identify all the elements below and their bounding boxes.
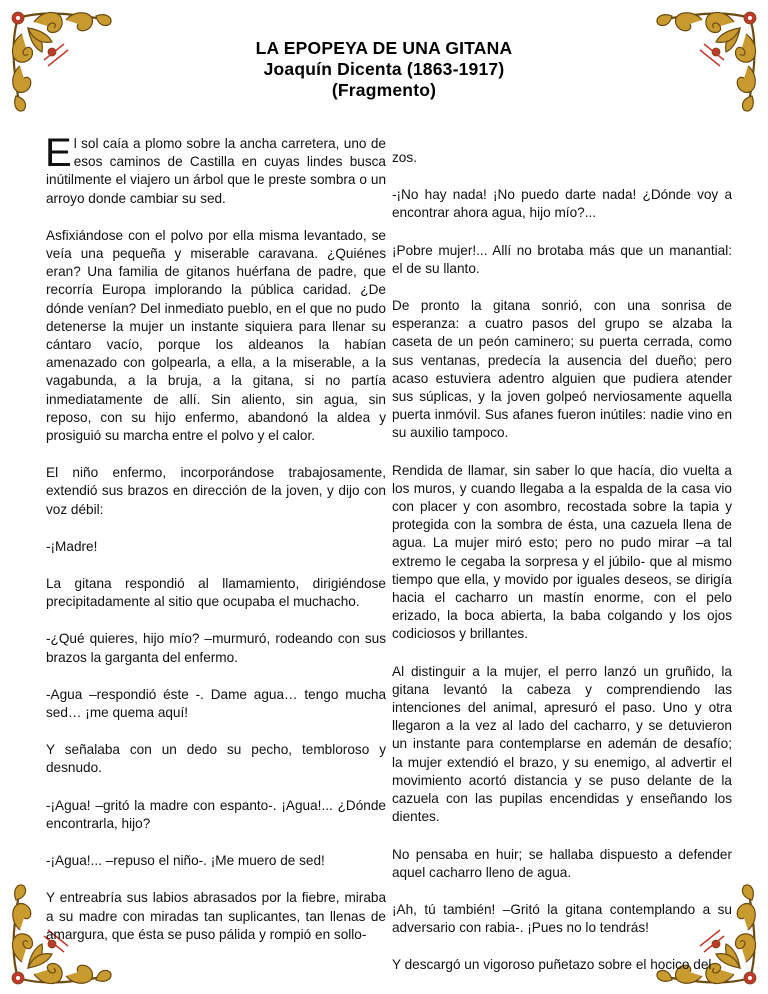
text-column-right [392,135,732,994]
paragraph: zos. [392,150,417,165]
document-title: LA EPOPEYA DE UNA GITANA [255,38,513,58]
paragraph: -¡No hay nada! ¡No puedo darte nada! ¿Dónde voy a encontrar ahora agua, hijo mío?... [392,187,732,221]
paragraph: -¡Madre! [46,538,98,554]
document-header [0,38,768,101]
paragraph: ¡Ah, tú también! –Gritó la gitana contemplando a su adversario con rabia-. ¡Pues no lo tendrás! [392,901,732,936]
paragraph: ¡Pobre mujer!... Allí no brotaba más que un manantial: el de su llanto. [392,242,732,276]
paragraph: -¡Agua!... –repuso el niño-. ¡Me muero de sed! [46,853,325,869]
drop-cap: E [45,131,72,175]
text-column-left [45,131,386,963]
paragraph: Y entreabría sus labios abrasados por la fiebre, miraba a su madre con miradas tan suplicantes, tan llenas de amargura, que ésta se puso pálida y rompió en sollo- [46,890,386,942]
paragraph: -¿Qué quieres, hijo mío? –murmuró, rodeando con sus brazos la garganta del enfermo. [46,631,386,665]
document-author: Joaquín Dicenta (1863-1917) [263,59,505,79]
paragraph: -Agua –respondió éste -. Dame agua… tengo mucha sed… ¡me quema aquí! [46,686,386,721]
paragraph: Y señalaba con un dedo su pecho, tembloroso y desnudo. [46,742,386,776]
paragraph: El sol caía a plomo sobre la ancha carretera, uno de esos caminos de Castilla en cuyas lindes busca inútilmente el viajero un árbol que le preste sombra o un arroyo donde cambiar su sed. [45,131,386,206]
paragraph: Rendida de llamar, sin saber lo que hacía, dio vuelta a los muros, y cuando llegaba a la espalda de la casa vio con placer y con asombro, recostada sobre la tapia y protegida con la sombra de ésta, una cazuela llena de agua. La mujer miró esto; pero no pudo mirar –a tal extremo le cegaba la sorpresa y el júbilo- que al mismo tiempo que ella, y movido por iguales deseos, se dirigía hacia el cacharro un mastín enorme, con el pelo erizado, la boca abierta, la baba colgando y los ojos codiciosos y brillantes. [392,462,732,642]
paragraph: -¡Agua! –gritó la madre con espanto-. ¡Agua!... ¿Dónde encontrarla, hijo? [46,797,386,831]
paragraph: Asfixiándose con el polvo por ella misma levantado, se veía una pequeña y miserable caravana. ¿Quiénes eran? Una familia de gitanos huérfana de padre, que recorría Europa implorando la pública caridad. ¿De dónde venían? Del inmediato pueblo, en el que no pudo detenerse la mujer un instante siquiera para llenar su cántaro vacío, porque los aldeanos la habían amenazado con golpearla, a ella, a la miserable, a la vagabunda, a la bruja, a la gitana, si no partía inmediatamente de allí. Sin aliento, sin agua, sin reposo, con su hijo enfermo, abandonó la aldea y prosiguió su marcha entre el polvo y el calor. [46,227,386,444]
document-note: (Fragmento) [331,80,437,100]
paragraph: De pronto la gitana sonrió, con una sonrisa de esperanza: a cuatro pasos del grupo se alzaba la caseta de un peón caminero; su puerta cerrada, como sus ventanas, predecía la ausencia del dueño; pero acaso estuviera adentro alguien que pudiera atender sus súplicas, y la joven golpeó nerviosamente aquella puerta inmóvil. Sus afanes fueron inútiles: nadie vino en su auxilio tampoco. [392,298,732,441]
paragraph: La gitana respondió al llamamiento, dirigiéndose precipitadamente al sitio que ocupaba el muchacho. [46,576,386,610]
paragraph: El niño enfermo, incorporándose trabajosamente, extendió sus brazos en dirección de la joven, y dijo con voz débil: [46,465,386,517]
paragraph: Al distinguir a la mujer, el perro lanzó un gruñido, la gitana levantó la cabeza y comprendiendo las intenciones del animal, apresuró el paso. Uno y otra llegaron a la vez al lado del cacharro, y se detuvieron un instante para contemplarse en ademán de desafío; la mujer extendió el brazo, y su enemigo, al advertir el movimiento acortó distancia y se puso delante de la cazuela con las pupilas encendidas y enseñando los dientes. [392,663,732,825]
paragraph: Y descargó un vigoroso puñetazo sobre el hocico del [392,957,712,973]
paragraph: No pensaba en huir; se hallaba dispuesto a defender aquel cacharro lleno de agua. [392,846,732,880]
